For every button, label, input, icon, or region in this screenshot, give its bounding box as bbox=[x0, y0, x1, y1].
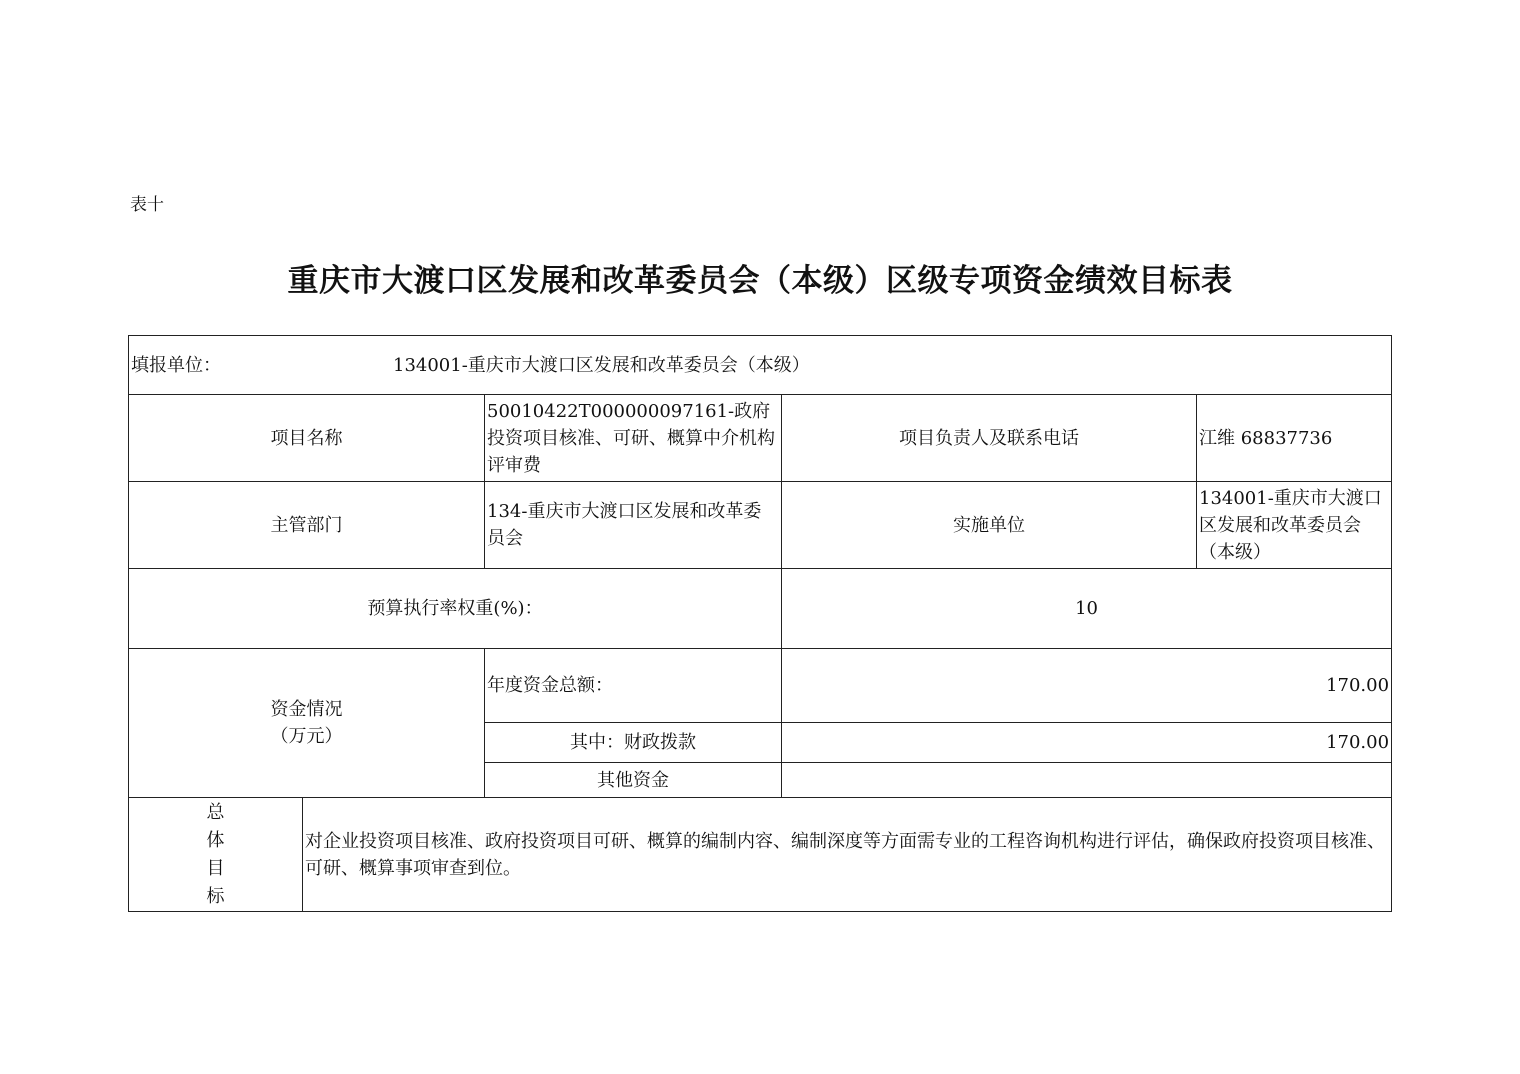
overall-goal-char: 总 bbox=[206, 801, 225, 823]
table-row-department bbox=[129, 482, 1392, 569]
overall-goal-char: 体 bbox=[206, 829, 225, 851]
page-title: 重庆市大渡口区发展和改革委员会（本级）区级专项资金绩效目标表 bbox=[287, 263, 1233, 299]
reporting-unit-label: 填报单位： bbox=[131, 354, 221, 376]
annual-total-label: 年度资金总额： bbox=[485, 649, 782, 723]
project-leader-label: 项目负责人及联系电话 bbox=[782, 395, 1197, 482]
other-funds-value bbox=[782, 763, 1392, 798]
table-number-label: 表十 bbox=[130, 195, 164, 215]
reporting-unit-value: 134001-重庆市大渡口区发展和改革委员会（本级） bbox=[393, 354, 810, 376]
competent-dept-value: 134-重庆市大渡口区发展和改革委员会 bbox=[485, 482, 782, 569]
table-row-budget-weight bbox=[129, 569, 1392, 649]
project-name-value: 50010422T000000097161-政府投资项目核准、可研、概算中介机构评审费 bbox=[485, 395, 782, 482]
other-funds-label: 其他资金 bbox=[485, 763, 782, 798]
table-row-annual-total bbox=[129, 649, 1392, 723]
project-name-label: 项目名称 bbox=[129, 395, 485, 482]
project-leader-value: 江维 68837736 bbox=[1197, 395, 1392, 482]
fiscal-funds-value: 170.00 bbox=[782, 723, 1392, 763]
table-row-reporting-unit bbox=[129, 336, 1392, 395]
overall-goal-text: 对企业投资项目核准、政府投资项目可研、概算的编制内容、编制深度等方面需专业的工程咨询机构进行评估，确保政府投资项目核准、可研、概算事项审查到位。 bbox=[303, 798, 1392, 912]
budget-weight-label: 预算执行率权重(%)： bbox=[129, 569, 782, 649]
competent-dept-label: 主管部门 bbox=[129, 482, 485, 569]
budget-weight-value: 10 bbox=[782, 569, 1392, 649]
funds-label bbox=[129, 649, 485, 798]
fiscal-funds-label: 其中：财政拨款 bbox=[485, 723, 782, 763]
implementing-unit-label: 实施单位 bbox=[782, 482, 1197, 569]
funds-label-line2: （万元） bbox=[270, 726, 343, 747]
table-row-overall-goal bbox=[129, 798, 1392, 912]
annual-total-value: 170.00 bbox=[782, 649, 1392, 723]
table-row-project bbox=[129, 395, 1392, 482]
implementing-unit-value: 134001-重庆市大渡口区发展和改革委员会（本级） bbox=[1197, 482, 1392, 569]
reporting-unit-cell bbox=[129, 336, 1392, 395]
overall-goal-char: 标 bbox=[206, 885, 225, 907]
overall-goal-label bbox=[129, 798, 303, 912]
funds-label-line1: 资金情况 bbox=[270, 699, 343, 720]
performance-target-table bbox=[128, 335, 1392, 912]
overall-goal-char: 目 bbox=[206, 857, 225, 879]
